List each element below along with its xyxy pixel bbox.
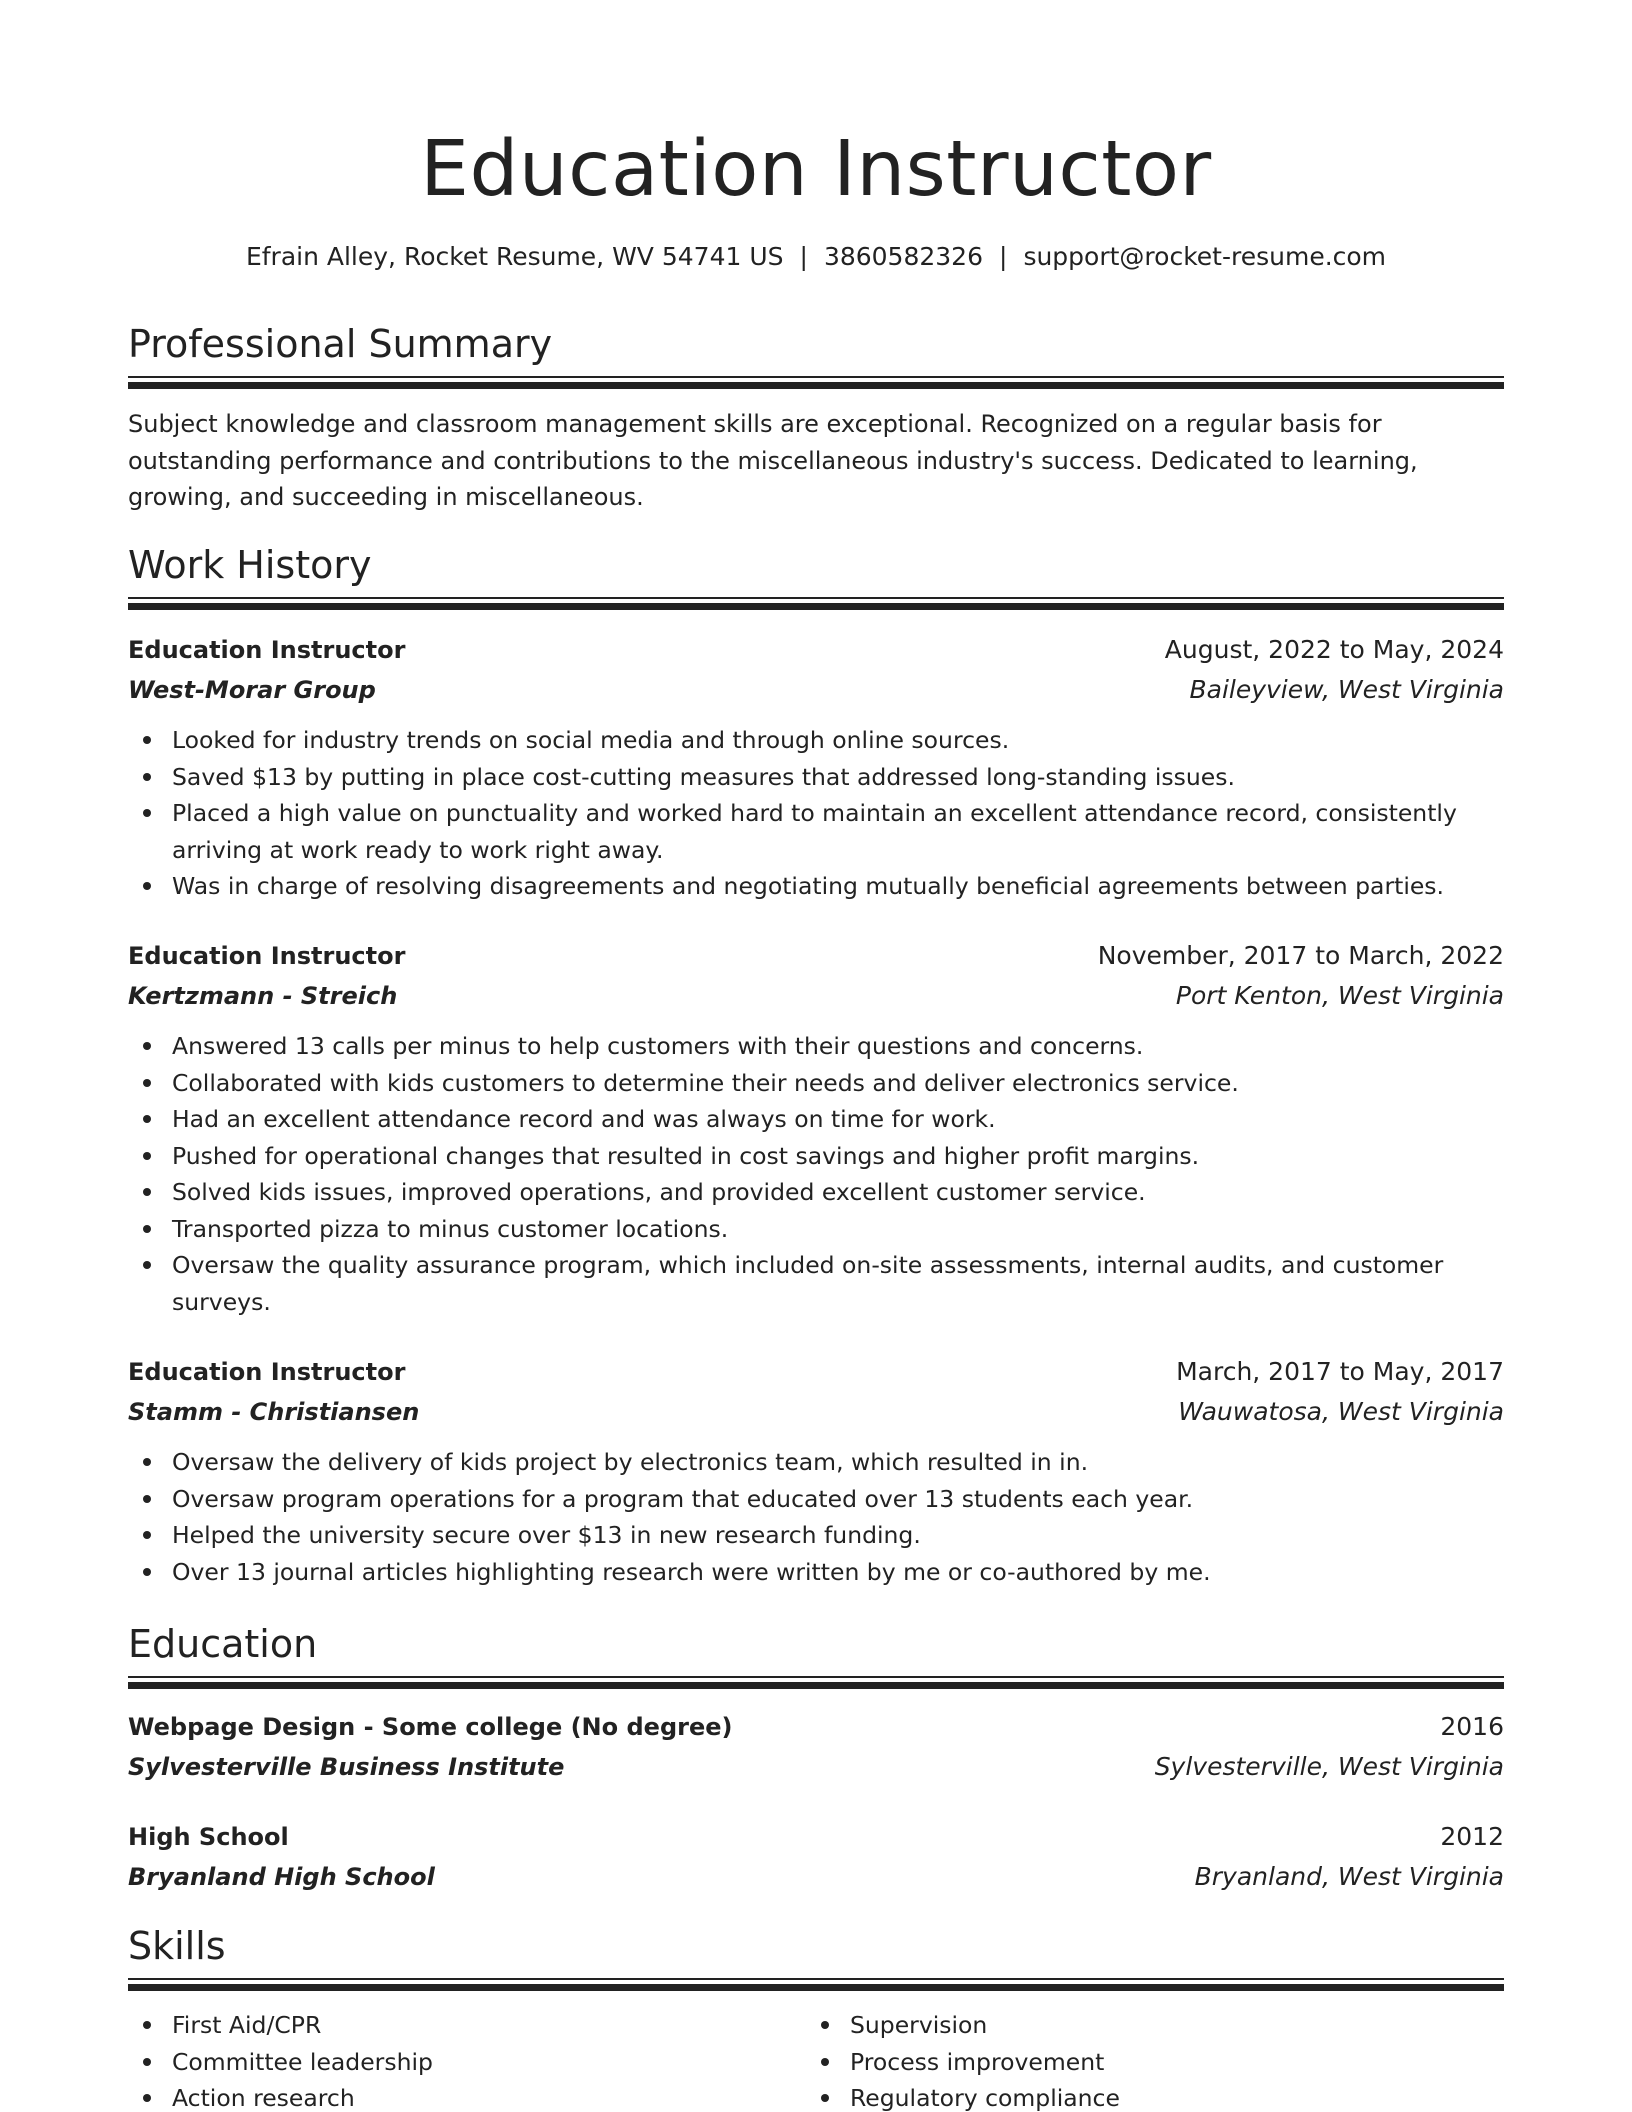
education-year: 2012	[1440, 1822, 1504, 1851]
section-heading: Professional Summary	[128, 322, 553, 366]
skill-item: Supervision	[806, 2007, 1504, 2044]
list-item: Transported pizza to minus customer locations.	[128, 1211, 1504, 1248]
education-entry	[128, 1817, 1504, 1897]
job-dates: March, 2017 to May, 2017	[1176, 1357, 1504, 1386]
section-divider	[128, 376, 1504, 378]
section-divider	[128, 1984, 1504, 1991]
list-item: Pushed for operational changes that resulted in cost savings and higher profit margins.	[128, 1138, 1504, 1175]
skills-column-right	[806, 2007, 1504, 2112]
education-degree: High School	[128, 1823, 289, 1851]
skills-column-left	[128, 2007, 806, 2112]
list-item: Oversaw the quality assurance program, which included on-site assessments, internal audits, and customer surveys.	[128, 1247, 1504, 1320]
contact-line	[128, 238, 1504, 276]
skills-bullets	[128, 2007, 806, 2112]
list-item: Placed a high value on punctuality and worked hard to maintain an excellent attendance record, consistently arriving at work ready to work right away.	[128, 795, 1504, 868]
skill-item: Regulatory compliance	[806, 2080, 1504, 2112]
job-entry	[128, 936, 1504, 1320]
education-entry	[128, 1707, 1504, 1787]
section-divider	[128, 1978, 1504, 1980]
contact-phone: 3860582326	[823, 242, 983, 271]
job-entry	[128, 630, 1504, 905]
job-title: Education Instructor	[128, 942, 406, 970]
section-divider	[128, 382, 1504, 389]
section-skills	[128, 1922, 1504, 1992]
job-dates: November, 2017 to March, 2022	[1097, 941, 1504, 970]
skill-item: Committee leadership	[128, 2044, 806, 2081]
section-heading: Education	[128, 1622, 318, 1666]
list-item: Had an excellent attendance record and was always on time for work.	[128, 1101, 1504, 1138]
resume-page	[128, 0, 1504, 2112]
list-item: Looked for industry trends on social media and through online sources.	[128, 722, 1504, 759]
job-bullets	[128, 1444, 1504, 1590]
section-heading: Work History	[128, 543, 372, 587]
list-item: Saved $13 by putting in place cost-cutting measures that addressed long-standing issues.	[128, 759, 1504, 796]
list-item: Answered 13 calls per minus to help customers with their questions and concerns.	[128, 1028, 1504, 1065]
contact-email: support@rocket-resume.com	[1023, 242, 1387, 271]
section-professional-summary	[128, 320, 1504, 390]
education-school: Bryanland High School	[128, 1863, 435, 1891]
section-divider	[128, 1676, 1504, 1678]
skills-bullets	[806, 2007, 1504, 2112]
skills-list	[128, 2007, 1504, 2112]
job-location: Port Kenton, West Virginia	[1175, 981, 1504, 1010]
job-location: Wauwatosa, West Virginia	[1178, 1397, 1504, 1426]
list-item: Solved kids issues, improved operations, and provided excellent customer service.	[128, 1174, 1504, 1211]
list-item: Was in charge of resolving disagreements and negotiating mutually beneficial agreements between parties.	[128, 868, 1504, 905]
education-location: Bryanland, West Virginia	[1194, 1862, 1504, 1891]
education-school: Sylvesterville Business Institute	[128, 1753, 565, 1781]
section-divider	[128, 597, 1504, 599]
education-year: 2016	[1440, 1712, 1504, 1741]
job-title: Education Instructor	[128, 1358, 406, 1386]
job-entry	[128, 1352, 1504, 1590]
job-dates: August, 2022 to May, 2024	[1164, 635, 1504, 664]
section-divider	[128, 603, 1504, 610]
skill-item: First Aid/CPR	[128, 2007, 806, 2044]
list-item: Over 13 journal articles highlighting research were written by me or co-authored by me.	[128, 1554, 1504, 1591]
job-bullets	[128, 1028, 1504, 1320]
job-location: Baileyview, West Virginia	[1189, 675, 1504, 704]
contact-separator: |	[999, 242, 1008, 271]
contact-separator: |	[799, 242, 808, 271]
contact-address: Efrain Alley, Rocket Resume, WV 54741 US	[245, 242, 784, 271]
skill-item: Process improvement	[806, 2044, 1504, 2081]
section-heading: Skills	[128, 1924, 226, 1968]
list-item: Oversaw the delivery of kids project by electronics team, which resulted in in.	[128, 1444, 1504, 1481]
job-bullets	[128, 722, 1504, 905]
resume-title: Education Instructor	[420, 125, 1212, 214]
job-company: Stamm - Christiansen	[128, 1398, 420, 1426]
job-title: Education Instructor	[128, 636, 406, 664]
list-item: Collaborated with kids customers to determine their needs and deliver electronics service.	[128, 1065, 1504, 1102]
education-degree: Webpage Design - Some college (No degree)	[128, 1713, 733, 1741]
job-company: West-Morar Group	[128, 676, 376, 704]
education-location: Sylvesterville, West Virginia	[1154, 1752, 1504, 1781]
section-work-history	[128, 541, 1504, 611]
section-education	[128, 1620, 1504, 1690]
summary-text: Subject knowledge and classroom management skills are exceptional. Recognized on a regular basis for outstanding performance and contributions to the miscellaneous industry's success. Dedicated to learning, growing, and succeeding in miscellaneous.	[128, 410, 1418, 511]
job-company: Kertzmann - Streich	[128, 982, 398, 1010]
section-divider	[128, 1682, 1504, 1689]
skill-item: Action research	[128, 2080, 806, 2112]
list-item: Oversaw program operations for a program that educated over 13 students each year.	[128, 1481, 1504, 1518]
list-item: Helped the university secure over $13 in new research funding.	[128, 1517, 1504, 1554]
